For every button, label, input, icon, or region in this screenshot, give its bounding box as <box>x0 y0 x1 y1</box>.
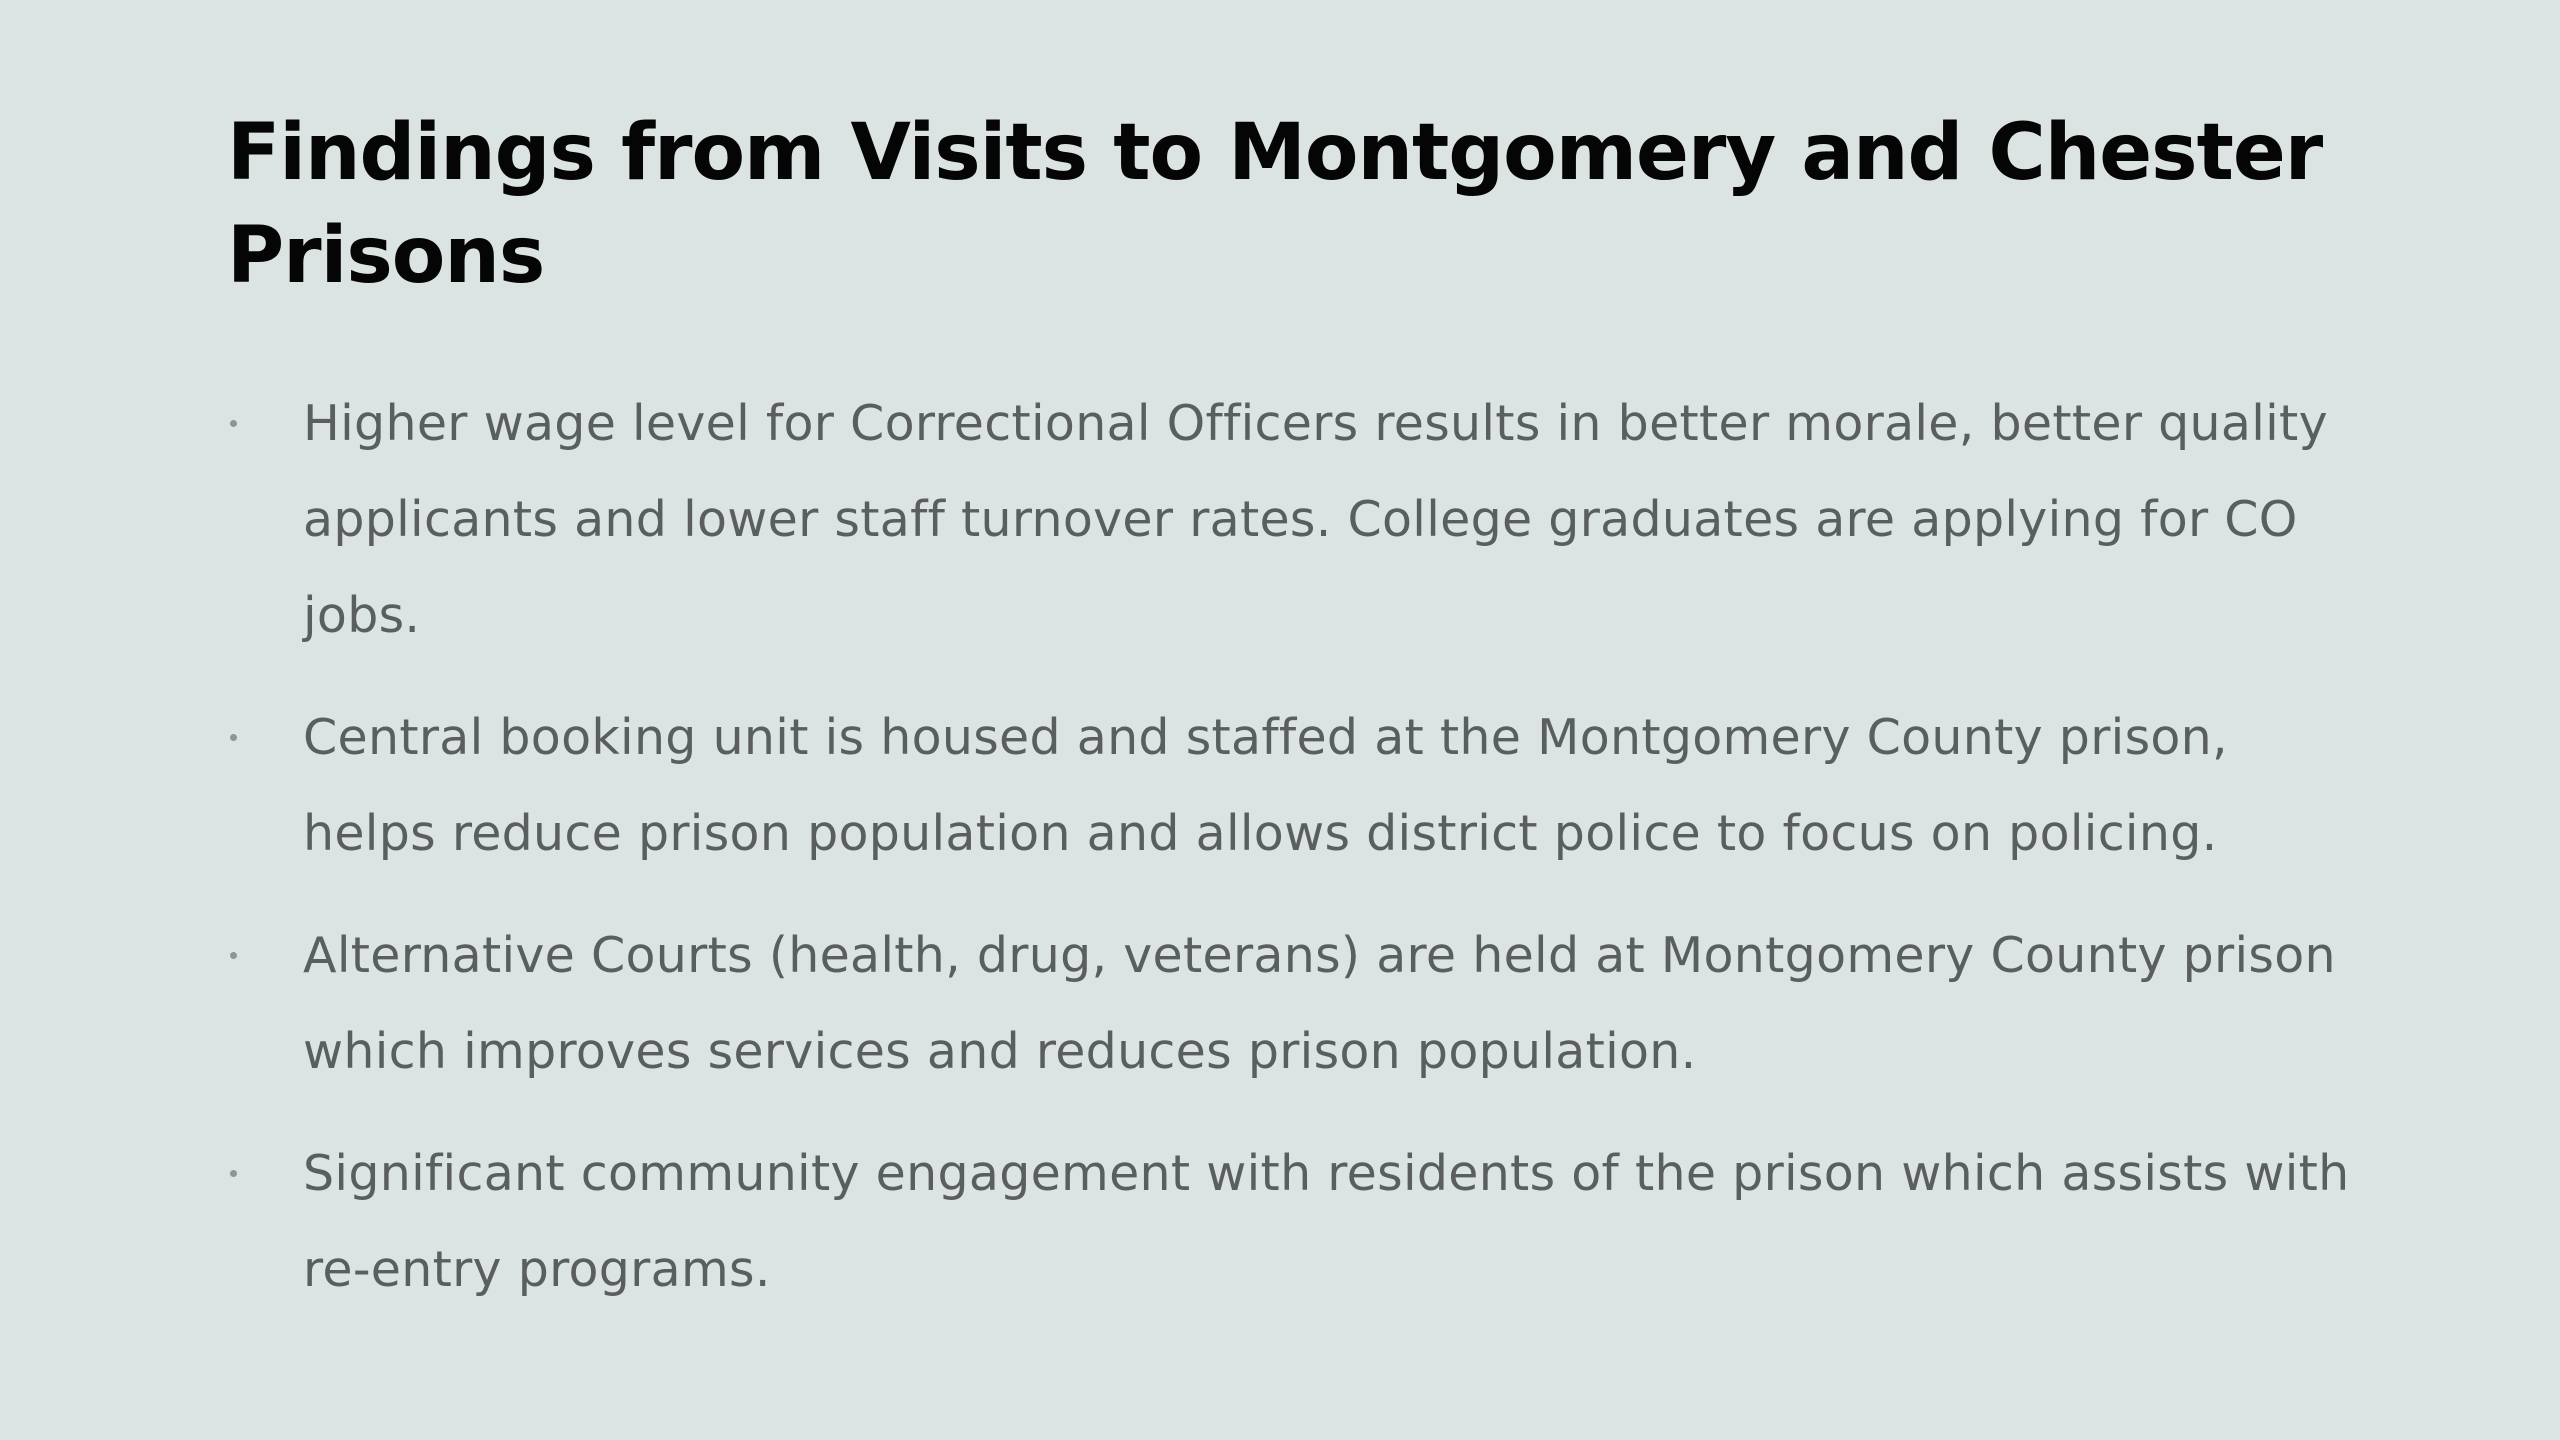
bullet-dot-icon <box>230 1170 237 1177</box>
bullet-item <box>227 690 2357 882</box>
bullet-item <box>227 376 2357 664</box>
bullet-text: Higher wage level for Correctional Officers results in better morale, better quality applicants and lower staff turnover rates. College graduates are applying for CO jobs. <box>303 395 2328 644</box>
bullet-item <box>227 1126 2357 1318</box>
bullet-text: Central booking unit is housed and staffed at the Montgomery County prison, helps reduce prison population and allows district police to focus on policing. <box>303 709 2228 862</box>
bullet-text: Significant community engagement with residents of the prison which assists with re-entry programs. <box>303 1145 2350 1298</box>
bullet-list <box>227 376 2357 1344</box>
slide-title: Findings from Visits to Montgomery and Chester Prisons <box>227 108 2323 301</box>
bullet-item <box>227 908 2357 1100</box>
bullet-dot-icon <box>230 952 237 959</box>
bullet-dot-icon <box>230 734 237 741</box>
bullet-dot-icon <box>230 420 237 427</box>
bullet-text: Alternative Courts (health, drug, veterans) are held at Montgomery County prison which improves services and reduces prison population. <box>303 927 2336 1080</box>
